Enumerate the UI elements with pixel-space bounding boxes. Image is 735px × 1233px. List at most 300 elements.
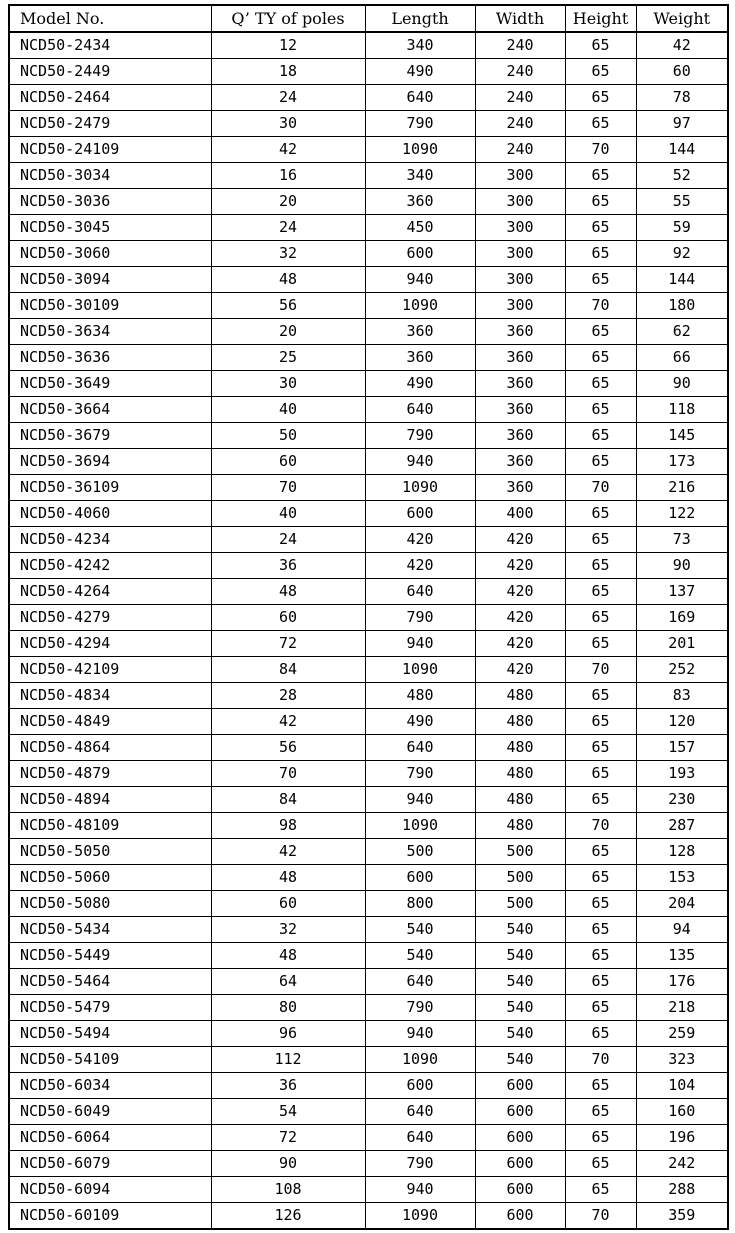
cell-model-no: NCD50-5050 <box>9 839 211 865</box>
cell-qty-of-poles: 84 <box>211 657 365 683</box>
table-body <box>9 32 728 1229</box>
cell-model-no: NCD50-4279 <box>9 605 211 631</box>
table-row <box>9 709 728 735</box>
cell-width: 360 <box>475 345 565 371</box>
cell-qty-of-poles: 32 <box>211 917 365 943</box>
table-row <box>9 657 728 683</box>
cell-length: 1090 <box>365 137 475 163</box>
cell-weight: 201 <box>636 631 728 657</box>
cell-height: 70 <box>565 475 636 501</box>
header-length: Length <box>365 5 475 32</box>
cell-model-no: NCD50-3664 <box>9 397 211 423</box>
cell-qty-of-poles: 96 <box>211 1021 365 1047</box>
cell-length: 790 <box>365 1151 475 1177</box>
cell-weight: 92 <box>636 241 728 267</box>
cell-weight: 145 <box>636 423 728 449</box>
cell-length: 600 <box>365 501 475 527</box>
table-row <box>9 1099 728 1125</box>
cell-weight: 42 <box>636 32 728 59</box>
cell-weight: 153 <box>636 865 728 891</box>
cell-model-no: NCD50-6079 <box>9 1151 211 1177</box>
cell-model-no: NCD50-4234 <box>9 527 211 553</box>
cell-weight: 104 <box>636 1073 728 1099</box>
cell-length: 790 <box>365 995 475 1021</box>
cell-length: 790 <box>365 423 475 449</box>
table-row <box>9 527 728 553</box>
cell-qty-of-poles: 98 <box>211 813 365 839</box>
cell-width: 480 <box>475 709 565 735</box>
cell-width: 240 <box>475 85 565 111</box>
cell-height: 65 <box>565 761 636 787</box>
cell-weight: 55 <box>636 189 728 215</box>
table-row <box>9 85 728 111</box>
cell-length: 940 <box>365 267 475 293</box>
cell-width: 480 <box>475 683 565 709</box>
cell-model-no: NCD50-6049 <box>9 1099 211 1125</box>
cell-length: 1090 <box>365 813 475 839</box>
cell-qty-of-poles: 126 <box>211 1203 365 1230</box>
header-height: Height <box>565 5 636 32</box>
cell-height: 65 <box>565 787 636 813</box>
cell-weight: 90 <box>636 371 728 397</box>
cell-width: 420 <box>475 579 565 605</box>
table-row <box>9 1177 728 1203</box>
header-model-no: Model No. <box>9 5 211 32</box>
cell-qty-of-poles: 32 <box>211 241 365 267</box>
cell-height: 65 <box>565 345 636 371</box>
table-row <box>9 215 728 241</box>
cell-length: 940 <box>365 1177 475 1203</box>
cell-model-no: NCD50-5434 <box>9 917 211 943</box>
cell-qty-of-poles: 24 <box>211 527 365 553</box>
cell-qty-of-poles: 42 <box>211 137 365 163</box>
cell-width: 480 <box>475 787 565 813</box>
cell-model-no: NCD50-3045 <box>9 215 211 241</box>
table-row <box>9 683 728 709</box>
cell-model-no: NCD50-3634 <box>9 319 211 345</box>
cell-qty-of-poles: 36 <box>211 553 365 579</box>
cell-width: 540 <box>475 1021 565 1047</box>
cell-model-no: NCD50-3034 <box>9 163 211 189</box>
cell-width: 540 <box>475 995 565 1021</box>
cell-qty-of-poles: 25 <box>211 345 365 371</box>
cell-weight: 144 <box>636 267 728 293</box>
cell-length: 940 <box>365 631 475 657</box>
cell-width: 300 <box>475 189 565 215</box>
cell-height: 65 <box>565 995 636 1021</box>
cell-width: 360 <box>475 423 565 449</box>
table-row <box>9 32 728 59</box>
cell-length: 340 <box>365 163 475 189</box>
cell-width: 540 <box>475 943 565 969</box>
cell-weight: 196 <box>636 1125 728 1151</box>
cell-height: 65 <box>565 241 636 267</box>
cell-height: 65 <box>565 683 636 709</box>
cell-weight: 230 <box>636 787 728 813</box>
cell-height: 70 <box>565 657 636 683</box>
cell-height: 65 <box>565 449 636 475</box>
cell-height: 70 <box>565 137 636 163</box>
cell-model-no: NCD50-4834 <box>9 683 211 709</box>
table-row <box>9 839 728 865</box>
cell-height: 65 <box>565 111 636 137</box>
cell-weight: 78 <box>636 85 728 111</box>
cell-height: 65 <box>565 1073 636 1099</box>
cell-weight: 66 <box>636 345 728 371</box>
cell-width: 600 <box>475 1099 565 1125</box>
cell-model-no: NCD50-3094 <box>9 267 211 293</box>
cell-model-no: NCD50-3694 <box>9 449 211 475</box>
cell-width: 500 <box>475 891 565 917</box>
cell-width: 600 <box>475 1203 565 1230</box>
spec-table <box>8 4 729 1230</box>
cell-width: 500 <box>475 865 565 891</box>
table-row <box>9 371 728 397</box>
cell-weight: 94 <box>636 917 728 943</box>
cell-model-no: NCD50-3649 <box>9 371 211 397</box>
cell-height: 65 <box>565 1099 636 1125</box>
cell-weight: 176 <box>636 969 728 995</box>
cell-width: 420 <box>475 631 565 657</box>
spec-table-container <box>8 4 729 1230</box>
cell-model-no: NCD50-4879 <box>9 761 211 787</box>
table-row <box>9 397 728 423</box>
cell-model-no: NCD50-6034 <box>9 1073 211 1099</box>
cell-height: 65 <box>565 32 636 59</box>
cell-model-no: NCD50-42109 <box>9 657 211 683</box>
cell-weight: 135 <box>636 943 728 969</box>
cell-qty-of-poles: 30 <box>211 111 365 137</box>
cell-qty-of-poles: 60 <box>211 891 365 917</box>
cell-width: 300 <box>475 293 565 319</box>
cell-model-no: NCD50-5494 <box>9 1021 211 1047</box>
cell-length: 600 <box>365 1073 475 1099</box>
cell-qty-of-poles: 42 <box>211 709 365 735</box>
cell-model-no: NCD50-36109 <box>9 475 211 501</box>
cell-height: 65 <box>565 917 636 943</box>
table-row <box>9 475 728 501</box>
cell-length: 640 <box>365 735 475 761</box>
cell-height: 65 <box>565 319 636 345</box>
cell-qty-of-poles: 108 <box>211 1177 365 1203</box>
cell-width: 480 <box>475 735 565 761</box>
table-row <box>9 319 728 345</box>
cell-qty-of-poles: 72 <box>211 631 365 657</box>
cell-model-no: NCD50-5449 <box>9 943 211 969</box>
cell-weight: 60 <box>636 59 728 85</box>
cell-length: 1090 <box>365 657 475 683</box>
cell-weight: 242 <box>636 1151 728 1177</box>
cell-weight: 59 <box>636 215 728 241</box>
cell-model-no: NCD50-3060 <box>9 241 211 267</box>
cell-length: 640 <box>365 1099 475 1125</box>
cell-height: 70 <box>565 813 636 839</box>
cell-length: 790 <box>365 761 475 787</box>
cell-length: 490 <box>365 709 475 735</box>
cell-model-no: NCD50-30109 <box>9 293 211 319</box>
cell-length: 640 <box>365 85 475 111</box>
cell-height: 65 <box>565 397 636 423</box>
cell-model-no: NCD50-5080 <box>9 891 211 917</box>
cell-model-no: NCD50-48109 <box>9 813 211 839</box>
table-row <box>9 137 728 163</box>
table-row <box>9 189 728 215</box>
cell-length: 940 <box>365 787 475 813</box>
cell-qty-of-poles: 64 <box>211 969 365 995</box>
table-row <box>9 943 728 969</box>
cell-height: 70 <box>565 293 636 319</box>
cell-height: 65 <box>565 1177 636 1203</box>
cell-qty-of-poles: 56 <box>211 735 365 761</box>
cell-height: 65 <box>565 371 636 397</box>
cell-weight: 218 <box>636 995 728 1021</box>
cell-height: 70 <box>565 1203 636 1230</box>
cell-height: 65 <box>565 891 636 917</box>
cell-model-no: NCD50-4294 <box>9 631 211 657</box>
cell-length: 800 <box>365 891 475 917</box>
cell-width: 360 <box>475 371 565 397</box>
cell-model-no: NCD50-54109 <box>9 1047 211 1073</box>
table-row <box>9 1125 728 1151</box>
cell-weight: 90 <box>636 553 728 579</box>
cell-weight: 287 <box>636 813 728 839</box>
cell-width: 240 <box>475 59 565 85</box>
cell-weight: 252 <box>636 657 728 683</box>
cell-width: 420 <box>475 527 565 553</box>
cell-length: 540 <box>365 917 475 943</box>
cell-model-no: NCD50-24109 <box>9 137 211 163</box>
cell-length: 640 <box>365 1125 475 1151</box>
cell-model-no: NCD50-2434 <box>9 32 211 59</box>
cell-height: 70 <box>565 1047 636 1073</box>
table-row <box>9 163 728 189</box>
cell-qty-of-poles: 18 <box>211 59 365 85</box>
cell-model-no: NCD50-5464 <box>9 969 211 995</box>
cell-width: 240 <box>475 137 565 163</box>
header-width: Width <box>475 5 565 32</box>
cell-model-no: NCD50-6094 <box>9 1177 211 1203</box>
cell-weight: 118 <box>636 397 728 423</box>
cell-length: 480 <box>365 683 475 709</box>
cell-length: 640 <box>365 579 475 605</box>
table-row <box>9 813 728 839</box>
cell-qty-of-poles: 12 <box>211 32 365 59</box>
header-row <box>9 5 728 32</box>
cell-model-no: NCD50-4849 <box>9 709 211 735</box>
cell-length: 360 <box>365 345 475 371</box>
table-row <box>9 345 728 371</box>
cell-width: 360 <box>475 475 565 501</box>
cell-qty-of-poles: 20 <box>211 189 365 215</box>
cell-width: 600 <box>475 1073 565 1099</box>
cell-width: 540 <box>475 969 565 995</box>
cell-weight: 288 <box>636 1177 728 1203</box>
cell-height: 65 <box>565 709 636 735</box>
cell-model-no: NCD50-3036 <box>9 189 211 215</box>
cell-length: 420 <box>365 553 475 579</box>
cell-width: 420 <box>475 657 565 683</box>
cell-length: 600 <box>365 241 475 267</box>
cell-weight: 73 <box>636 527 728 553</box>
cell-qty-of-poles: 40 <box>211 397 365 423</box>
cell-height: 65 <box>565 865 636 891</box>
cell-length: 340 <box>365 32 475 59</box>
cell-height: 65 <box>565 267 636 293</box>
table-row <box>9 917 728 943</box>
cell-height: 65 <box>565 553 636 579</box>
cell-length: 420 <box>365 527 475 553</box>
cell-weight: 204 <box>636 891 728 917</box>
header-qty-of-poles: Q’ TY of poles <box>211 5 365 32</box>
table-row <box>9 579 728 605</box>
cell-height: 65 <box>565 839 636 865</box>
header-weight: Weight <box>636 5 728 32</box>
cell-weight: 160 <box>636 1099 728 1125</box>
cell-qty-of-poles: 36 <box>211 1073 365 1099</box>
table-row <box>9 995 728 1021</box>
cell-length: 490 <box>365 371 475 397</box>
cell-model-no: NCD50-2479 <box>9 111 211 137</box>
table-row <box>9 605 728 631</box>
cell-length: 490 <box>365 59 475 85</box>
cell-height: 65 <box>565 943 636 969</box>
cell-model-no: NCD50-4264 <box>9 579 211 605</box>
cell-weight: 144 <box>636 137 728 163</box>
cell-length: 500 <box>365 839 475 865</box>
table-row <box>9 423 728 449</box>
cell-weight: 193 <box>636 761 728 787</box>
table-row <box>9 553 728 579</box>
cell-height: 65 <box>565 85 636 111</box>
cell-width: 360 <box>475 397 565 423</box>
cell-height: 65 <box>565 579 636 605</box>
cell-length: 600 <box>365 865 475 891</box>
cell-width: 420 <box>475 605 565 631</box>
cell-qty-of-poles: 28 <box>211 683 365 709</box>
cell-length: 790 <box>365 605 475 631</box>
cell-weight: 97 <box>636 111 728 137</box>
cell-qty-of-poles: 16 <box>211 163 365 189</box>
cell-qty-of-poles: 54 <box>211 1099 365 1125</box>
cell-width: 300 <box>475 267 565 293</box>
cell-height: 65 <box>565 605 636 631</box>
cell-qty-of-poles: 60 <box>211 605 365 631</box>
cell-length: 940 <box>365 449 475 475</box>
cell-weight: 169 <box>636 605 728 631</box>
table-row <box>9 1047 728 1073</box>
cell-width: 300 <box>475 215 565 241</box>
cell-qty-of-poles: 90 <box>211 1151 365 1177</box>
cell-height: 65 <box>565 59 636 85</box>
cell-qty-of-poles: 70 <box>211 761 365 787</box>
cell-qty-of-poles: 48 <box>211 579 365 605</box>
cell-width: 540 <box>475 1047 565 1073</box>
cell-weight: 120 <box>636 709 728 735</box>
cell-weight: 157 <box>636 735 728 761</box>
cell-width: 600 <box>475 1125 565 1151</box>
cell-qty-of-poles: 48 <box>211 865 365 891</box>
cell-weight: 128 <box>636 839 728 865</box>
table-row <box>9 241 728 267</box>
cell-length: 940 <box>365 1021 475 1047</box>
cell-model-no: NCD50-2464 <box>9 85 211 111</box>
cell-width: 480 <box>475 761 565 787</box>
cell-weight: 83 <box>636 683 728 709</box>
cell-width: 240 <box>475 32 565 59</box>
cell-model-no: NCD50-2449 <box>9 59 211 85</box>
table-row <box>9 59 728 85</box>
cell-weight: 180 <box>636 293 728 319</box>
cell-qty-of-poles: 24 <box>211 85 365 111</box>
cell-weight: 359 <box>636 1203 728 1230</box>
cell-width: 240 <box>475 111 565 137</box>
cell-qty-of-poles: 72 <box>211 1125 365 1151</box>
cell-width: 540 <box>475 917 565 943</box>
cell-length: 450 <box>365 215 475 241</box>
cell-weight: 137 <box>636 579 728 605</box>
cell-qty-of-poles: 112 <box>211 1047 365 1073</box>
cell-length: 360 <box>365 319 475 345</box>
cell-weight: 122 <box>636 501 728 527</box>
cell-model-no: NCD50-3636 <box>9 345 211 371</box>
table-row <box>9 1021 728 1047</box>
cell-width: 360 <box>475 449 565 475</box>
table-row <box>9 449 728 475</box>
cell-height: 65 <box>565 1021 636 1047</box>
cell-qty-of-poles: 84 <box>211 787 365 813</box>
cell-length: 1090 <box>365 1203 475 1230</box>
cell-height: 65 <box>565 215 636 241</box>
cell-width: 480 <box>475 813 565 839</box>
table-row <box>9 293 728 319</box>
cell-height: 65 <box>565 735 636 761</box>
table-header <box>9 5 728 32</box>
cell-model-no: NCD50-3679 <box>9 423 211 449</box>
cell-qty-of-poles: 40 <box>211 501 365 527</box>
cell-model-no: NCD50-5060 <box>9 865 211 891</box>
cell-height: 65 <box>565 423 636 449</box>
cell-height: 65 <box>565 163 636 189</box>
cell-width: 600 <box>475 1177 565 1203</box>
table-row <box>9 865 728 891</box>
cell-height: 65 <box>565 631 636 657</box>
table-row <box>9 631 728 657</box>
cell-model-no: NCD50-4060 <box>9 501 211 527</box>
cell-width: 300 <box>475 163 565 189</box>
cell-height: 65 <box>565 189 636 215</box>
table-row <box>9 111 728 137</box>
cell-length: 1090 <box>365 1047 475 1073</box>
cell-length: 360 <box>365 189 475 215</box>
cell-length: 1090 <box>365 475 475 501</box>
cell-qty-of-poles: 20 <box>211 319 365 345</box>
cell-length: 1090 <box>365 293 475 319</box>
cell-model-no: NCD50-5479 <box>9 995 211 1021</box>
cell-length: 540 <box>365 943 475 969</box>
cell-qty-of-poles: 42 <box>211 839 365 865</box>
table-row <box>9 735 728 761</box>
cell-qty-of-poles: 80 <box>211 995 365 1021</box>
cell-qty-of-poles: 48 <box>211 943 365 969</box>
cell-qty-of-poles: 70 <box>211 475 365 501</box>
table-row <box>9 1073 728 1099</box>
cell-qty-of-poles: 48 <box>211 267 365 293</box>
cell-weight: 259 <box>636 1021 728 1047</box>
cell-qty-of-poles: 24 <box>211 215 365 241</box>
cell-qty-of-poles: 56 <box>211 293 365 319</box>
cell-weight: 216 <box>636 475 728 501</box>
cell-height: 65 <box>565 527 636 553</box>
